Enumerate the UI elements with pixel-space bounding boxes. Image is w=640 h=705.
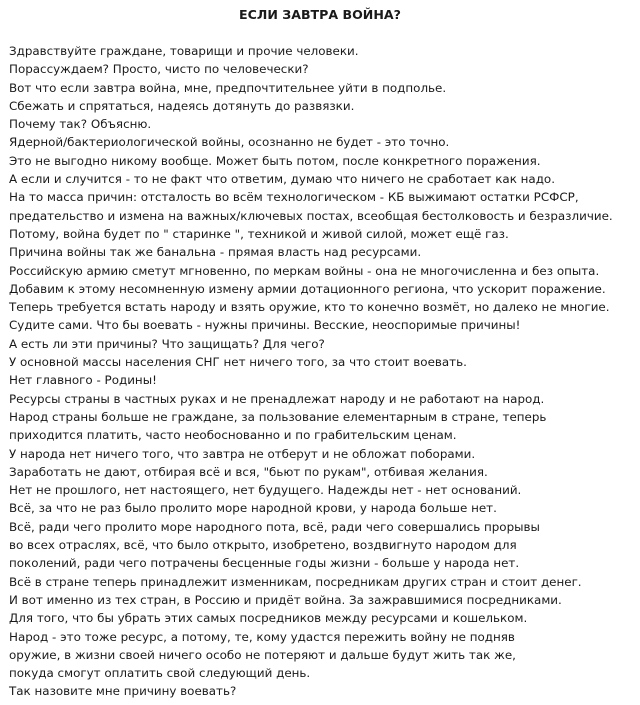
text-line: Порассуждаем? Просто, чисто по человечески? bbox=[9, 62, 309, 77]
text-line: Всё в стране теперь принадлежит изменникам, посредникам других стран и стоит денег. bbox=[9, 574, 582, 589]
text-line: Нет главного - Родины! bbox=[9, 373, 157, 388]
text-line: А есть ли эти причины? Что защищать? Для чего? bbox=[9, 336, 325, 351]
text-line: Здравствуйте граждане, товарищи и прочие человеки. bbox=[9, 44, 359, 58]
text-line: Так назовите мне причину воевать? bbox=[9, 684, 237, 699]
text-line: предательство и измена на важных/ключевых постах, всеобщая бестолковость и безразличие. bbox=[9, 208, 613, 223]
text-line: Потому, война будет по " старинке ", техникой и живой силой, может ещё газ. bbox=[9, 226, 509, 241]
text-line: во всех отраслях, всё, что было открыто, изобретено, воздвигнуто народом для bbox=[9, 538, 517, 553]
text-line: А если и случится - то не факт что ответим, думаю что ничего не сработает как надо. bbox=[9, 172, 555, 187]
text-line: Вот что если завтра война, мне, предпочтительнее уйти в подполье. bbox=[9, 80, 447, 95]
text-line: Народ страны больше не граждане, за пользование елементарным в стране, теперь bbox=[9, 409, 547, 424]
text-line: оружие, в жизни своей ничего особо не потеряют и дальше будут жить так же, bbox=[9, 647, 516, 662]
text-line: Ресурсы страны в частных руках и не пренадлежат народу и не работают на народ. bbox=[9, 391, 545, 406]
text-line: На то масса причин: отсталость во всём технологическом - КБ выжимают остатки РСФСР, bbox=[9, 190, 579, 205]
text-line: У народа нет ничего того, что завтра не отберут и не обложат поборами. bbox=[9, 446, 476, 461]
text-line: Всё, за что не раз было пролито море народной крови, у народа больше нет. bbox=[9, 501, 497, 516]
text-line: Причина войны так же банальна - прямая власть над ресурсами. bbox=[9, 245, 422, 260]
text-line: Почему так? Объясню. bbox=[9, 117, 152, 132]
text-line: Судите сами. Что бы воевать - нужны причины. Весские, неоспоримые причины! bbox=[9, 318, 521, 333]
text-line: Добавим к этому несомненную измену армии дотационного региона, что ускорит поражение. bbox=[9, 281, 606, 296]
text-line: Всё, ради чего пролито море народного пота, всё, ради чего совершались прорывы bbox=[9, 519, 540, 534]
text-line: Ядерной/бактериологической войны, осознанно не будет - это точно. bbox=[9, 135, 450, 150]
text-line: Для того, что бы убрать этих самых посредников между ресурсами и кошельком. bbox=[9, 611, 528, 626]
text-line: Это не выгодно никому вообще. Может быть потом, после конкретного поражения. bbox=[9, 153, 541, 168]
text-line: У основной массы населения СНГ нет ничего того, за что стоит воевать. bbox=[9, 355, 467, 370]
text-line: поколений, ради чего потрачены бесценные годы жизни - больше у народа нет. bbox=[9, 556, 520, 571]
text-line: Народ - это тоже ресурс, а потому, те, кому удастся пережить войну не подняв bbox=[9, 629, 515, 644]
document-body bbox=[9, 42, 637, 701]
text-line: покуда смогут оплатить свой следующий день. bbox=[9, 666, 311, 681]
text-line: Российскую армию сметут мгновенно, по меркам войны - она не многочисленна и без опыта. bbox=[9, 263, 600, 278]
text-line: И вот именно из тех стран, в Россию и придёт война. За зажравшимися посредниками. bbox=[9, 592, 562, 607]
text-line: Нет не прошлого, нет настоящего, нет будущего. Надежды нет - нет оснований. bbox=[9, 483, 522, 498]
text-line: приходится платить, часто необоснованно и по грабительским ценам. bbox=[9, 428, 457, 443]
text-line: Заработать не дают, отбирая всё и вся, "бьют по рукам", отбивая желания. bbox=[9, 464, 488, 479]
text-line: Теперь требуется встать народу и взять оружие, кто то конечно возмёт, но далеко не многие. bbox=[9, 300, 610, 315]
text-line: Сбежать и спрятаться, надеясь дотянуть до развязки. bbox=[9, 98, 355, 113]
document-title: ЕСЛИ ЗАВТРА ВОЙНА? bbox=[239, 7, 401, 22]
